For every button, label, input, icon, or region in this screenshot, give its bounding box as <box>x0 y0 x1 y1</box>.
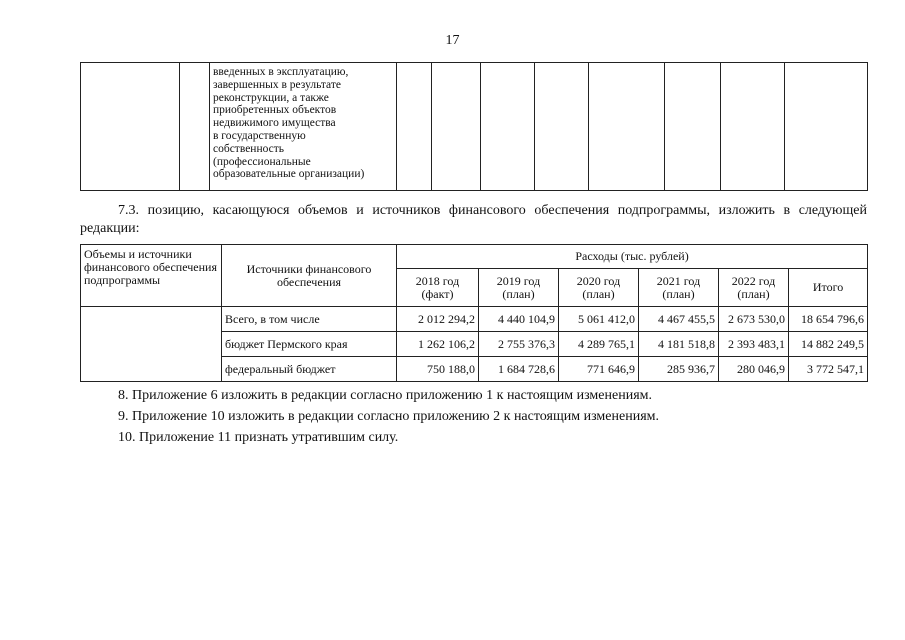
item-10: 10. Приложение 11 признать утратившим силу. <box>118 430 399 445</box>
value-cell: 771 646,9 <box>559 357 639 382</box>
value-cell: 4 289 765,1 <box>559 332 639 357</box>
page-number: 17 <box>445 33 460 48</box>
cell-blank <box>81 63 180 191</box>
value-cell: 4 467 455,5 <box>639 307 719 332</box>
description-line: (профессиональные <box>213 155 311 168</box>
row-source: бюджет Пермского края <box>222 332 397 357</box>
value-cell: 2 673 530,0 <box>719 307 789 332</box>
description-line: собственность <box>213 142 285 155</box>
cell-blank <box>432 63 481 191</box>
value-cell: 285 936,7 <box>639 357 719 382</box>
item-9: 9. Приложение 10 изложить в редакции согласно приложению 2 к настоящим изменениям. <box>118 409 659 424</box>
year-header: 2021 год (план) <box>639 269 719 307</box>
description-line: приобретенных объектов <box>213 104 337 117</box>
description-line: завершенных в результате <box>213 78 341 91</box>
value-cell: 2 755 376,3 <box>479 332 559 357</box>
object-description <box>210 63 396 181</box>
description-line: недвижимого имущества <box>213 117 336 130</box>
row-source: Всего, в том числе <box>222 307 397 332</box>
value-cell: 2 393 483,1 <box>719 332 789 357</box>
col2-header: Источники финансового обеспечения <box>222 245 397 307</box>
col1-header: Объемы и источники финансового обеспечения подпрограммы <box>81 245 222 307</box>
cell-blank <box>785 63 868 191</box>
cell-blank <box>665 63 721 191</box>
description-line: образовательные организации) <box>213 168 365 181</box>
object-description-cell <box>210 63 397 191</box>
cell-blank <box>535 63 589 191</box>
value-cell: 1 684 728,6 <box>479 357 559 382</box>
continuation-table <box>80 62 868 191</box>
cell-blank <box>481 63 535 191</box>
year-header: 2020 год (план) <box>559 269 639 307</box>
expenses-header: Расходы (тыс. рублей) <box>397 245 868 269</box>
value-cell: 2 012 294,2 <box>397 307 479 332</box>
year-header: 2019 год (план) <box>479 269 559 307</box>
year-header: 2022 год (план) <box>719 269 789 307</box>
total-header: Итого <box>789 269 868 307</box>
item-8: 8. Приложение 6 изложить в редакции согласно приложению 1 к настоящим изменениям. <box>118 388 652 403</box>
description-line: реконструкции, а также <box>213 91 329 104</box>
value-cell: 750 188,0 <box>397 357 479 382</box>
cell-blank <box>721 63 785 191</box>
value-cell: 14 882 249,5 <box>789 332 868 357</box>
cell-blank <box>589 63 665 191</box>
description-line: введенных в эксплуатацию, <box>213 66 349 78</box>
value-cell: 4 181 518,8 <box>639 332 719 357</box>
value-cell: 280 046,9 <box>719 357 789 382</box>
value-cell: 3 772 547,1 <box>789 357 868 382</box>
value-cell: 4 440 104,9 <box>479 307 559 332</box>
cell-blank <box>397 63 432 191</box>
row-source: федеральный бюджет <box>222 357 397 382</box>
finance-table <box>80 244 868 382</box>
value-cell: 1 262 106,2 <box>397 332 479 357</box>
value-cell: 5 061 412,0 <box>559 307 639 332</box>
value-cell: 18 654 796,6 <box>789 307 868 332</box>
description-line: в государственную <box>213 129 306 142</box>
cell-blank <box>180 63 210 191</box>
year-header: 2018 год (факт) <box>397 269 479 307</box>
cell-blank <box>81 307 222 382</box>
paragraph-7-3: 7.3. позицию, касающуюся объемов и источников финансового обеспечения подпрограммы, изложить в следующей редакции: <box>80 203 867 236</box>
